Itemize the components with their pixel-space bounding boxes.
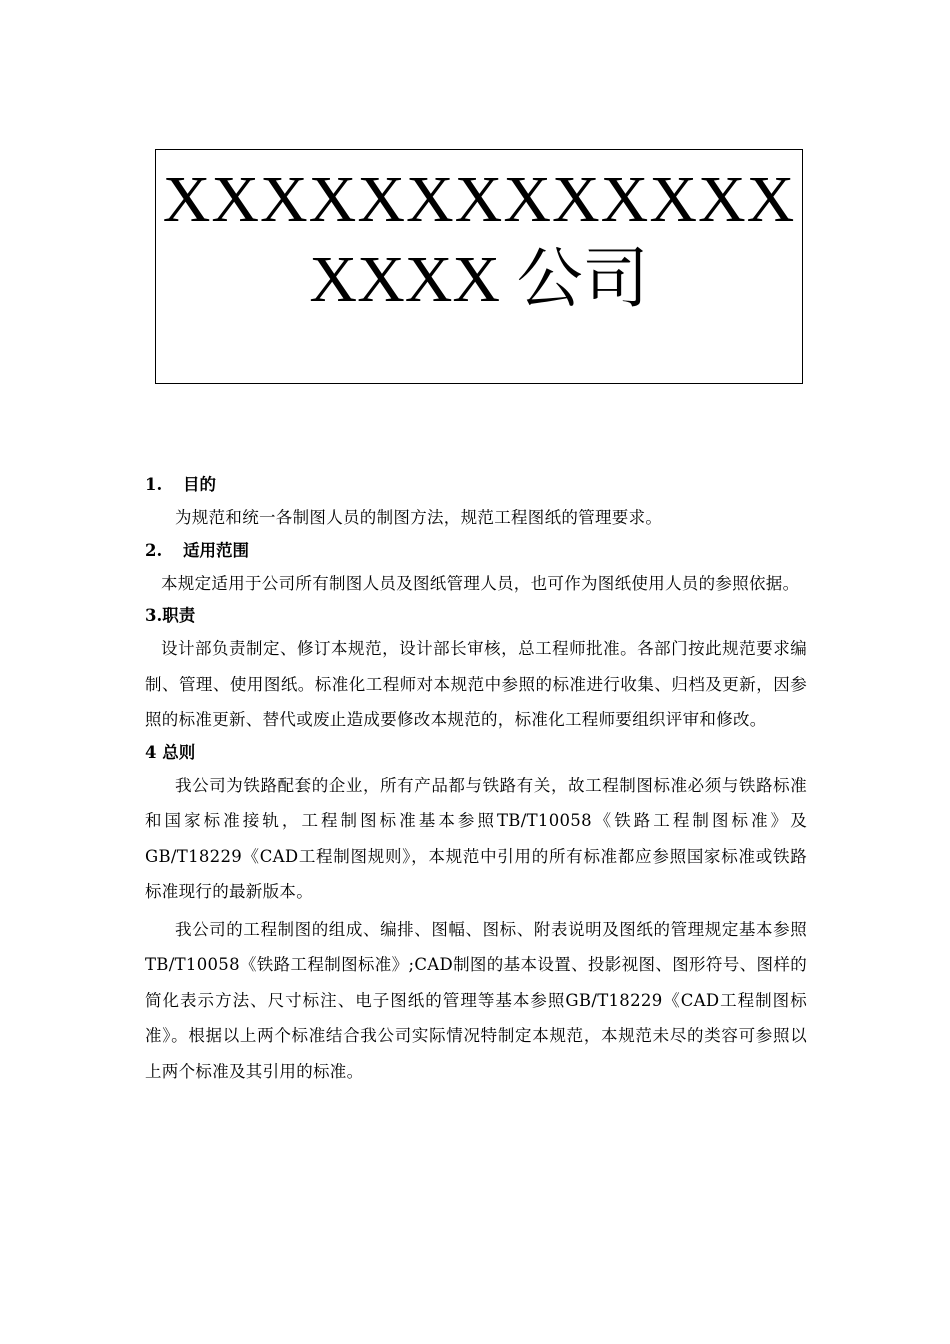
section-paragraph: 设计部负责制定、修订本规范，设计部长审核，总工程师批准。各部门按此规范要求编制、管理、使用图纸。标准化工程师对本规范中参照的标准进行收集、归档及更新，因参照的标准更新、替代或废止造成要修改本规范的，标准化工程师要组织评审和修改。 [145, 639, 807, 729]
section-title: 适用范围 [183, 540, 249, 560]
section-heading-purpose [145, 470, 807, 500]
section-heading-general [145, 738, 807, 768]
section-title: 总则 [162, 742, 196, 762]
section-number: 3. [145, 606, 163, 625]
section-paragraph: 我公司为铁路配套的企业，所有产品都与铁路有关，故工程制图标准必须与铁路标准和国家标准接轨，工程制图标准基本参照TB/T10058《铁路工程制图标准》及GB/T18229《CAD工程制图规则》，本规范中引用的所有标准都应参照国家标准或铁路标准现行的最新版本。 [145, 775, 807, 901]
company-title-line-1: XXXXXXXXXXXXX [162, 163, 796, 236]
section-paragraph: 本规定适用于公司所有制图人员及图纸管理人员，也可作为图纸使用人员的参照依据。 [161, 573, 800, 593]
document-body [145, 470, 807, 1089]
section-title: 职责 [162, 606, 196, 625]
section-paragraph: 我公司的工程制图的组成、编排、图幅、图标、附表说明及图纸的管理规定基本参照TB/T10058《铁路工程制图标准》;CAD制图的基本设置、投影视图、图形符号、图样的简化表示方法、尺寸标注、电子图纸的管理等基本参照GB/T18229《CAD工程制图标准》。根据以上两个标准结合我公司实际情况特制定本规范，本规范未尽的类容可参照以上两个标准及其引用的标准。 [145, 919, 807, 1081]
section-number: 4 [145, 742, 157, 762]
title-box [155, 149, 803, 384]
company-title-line-2: XXXX 公司 [309, 243, 649, 316]
section-paragraph: 为规范和统一各制图人员的制图方法，规范工程图纸的管理要求。 [175, 508, 663, 527]
section-heading-responsibility [145, 601, 807, 631]
section-heading-scope [145, 536, 807, 566]
section-title: 目的 [183, 475, 216, 494]
section-number: 2. [145, 540, 163, 560]
section-number: 1. [145, 475, 163, 494]
